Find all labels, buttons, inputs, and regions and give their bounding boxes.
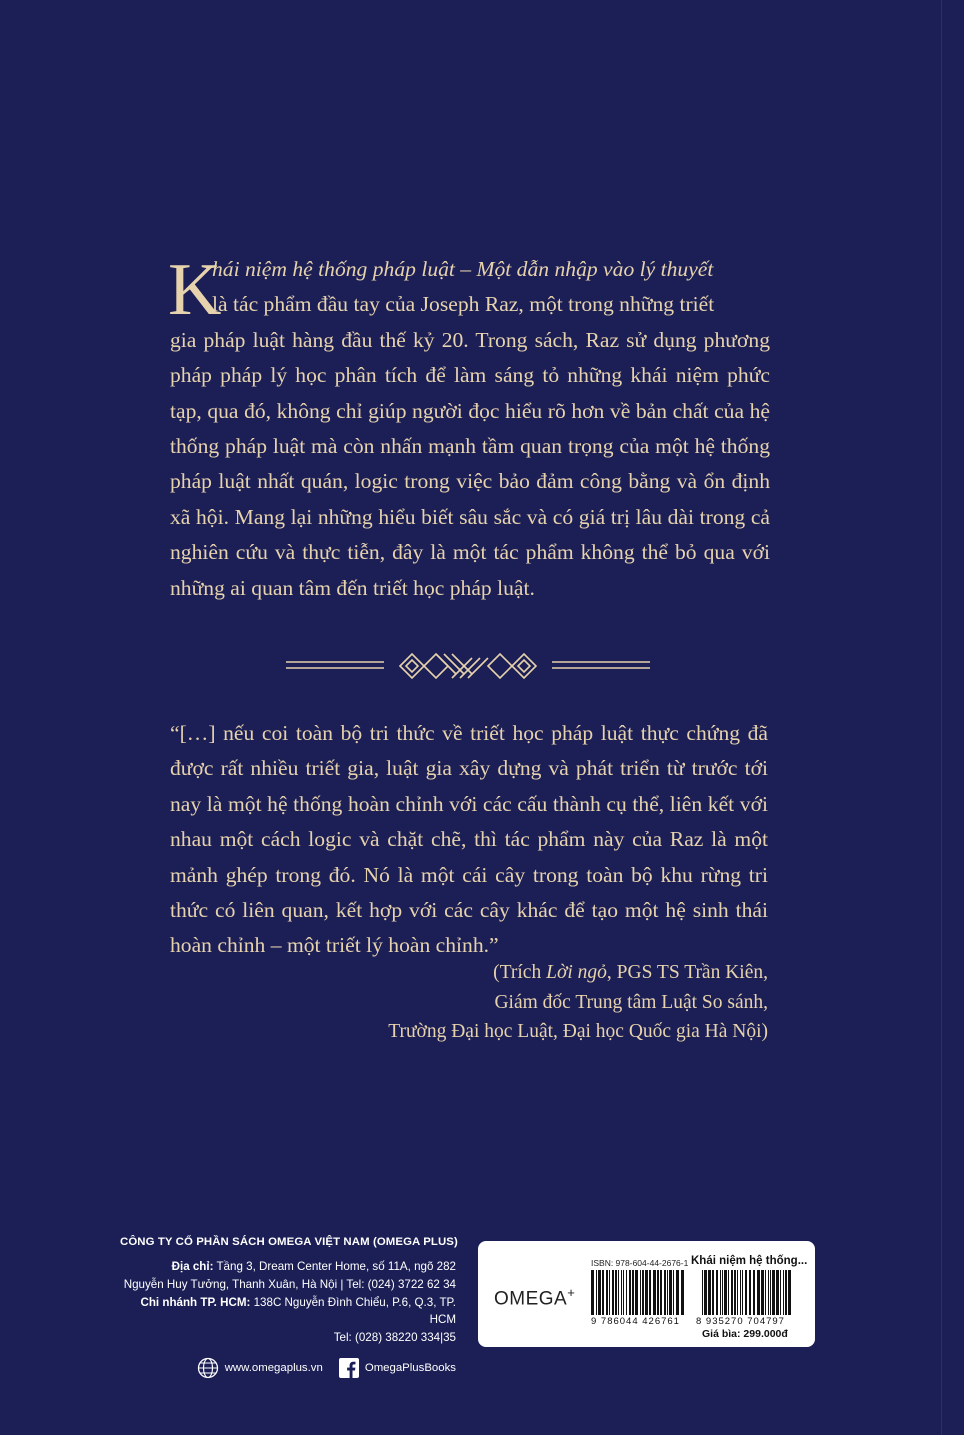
barcode-bar [745, 1270, 747, 1315]
barcode-bar [667, 1270, 668, 1315]
barcode-bar [722, 1270, 723, 1315]
isbn-barcode [591, 1270, 687, 1315]
barcode-bar [734, 1270, 736, 1315]
isbn-label: ISBN: 978-604-44-2676-1 [591, 1258, 689, 1268]
attribution-line-3: Trường Đại học Luật, Đại học Quốc gia Hà Nội) [388, 1021, 768, 1042]
ornament-divider [286, 645, 650, 687]
barcode-bar [749, 1270, 751, 1315]
barcode-bar [724, 1270, 727, 1315]
facebook-link[interactable]: OmegaPlusBooks [364, 1361, 456, 1374]
spine-edge-line [941, 0, 942, 1435]
barcode-bar [649, 1270, 651, 1315]
barcode-bar [645, 1270, 648, 1315]
attribution-line-1: (Trích Lời ngỏ, PGS TS Trần Kiên, [493, 962, 768, 983]
barcode-bar [740, 1270, 741, 1315]
barcode-bar [591, 1270, 594, 1315]
barcode-bar [596, 1270, 597, 1315]
publisher-info [120, 1236, 456, 1379]
barcode-bar [609, 1270, 610, 1315]
barcode-bar [635, 1270, 638, 1315]
barcode-bar [720, 1270, 721, 1315]
barcode-bar [626, 1270, 627, 1315]
attribution-line-2: Giám đốc Trung tâm Luật So sánh, [494, 991, 768, 1013]
barcode-bar [770, 1270, 771, 1315]
barcode-bar [728, 1270, 729, 1315]
barcode-bar [606, 1270, 608, 1315]
barcode-bar [664, 1270, 666, 1315]
barcode-bar [660, 1270, 662, 1315]
barcode-bar [761, 1270, 764, 1315]
publisher-address: Địa chỉ: Tầng 3, Dream Center Home, số 11A, ngõ 282 Nguyễn Huy Tưởng, Thanh Xuân, Hà Nội | Tel: (024) 3722 62 34 Chi nhánh TP. HCM: 138C Nguyễn Đình Chiểu, P.6, Q.3, TP. HCM Tel: (028) 38220 334|35 [123, 1260, 456, 1345]
publisher-social [120, 1357, 456, 1379]
barcode-bar [673, 1270, 674, 1315]
book-title-short: Khái niệm hệ thống... [691, 1255, 808, 1267]
barcode-bar [765, 1270, 766, 1315]
cover-price: Giá bìa: 299.000đ [702, 1328, 788, 1340]
isbn-digits: 9 786044 426761 [591, 1316, 680, 1327]
barcode-bar [598, 1270, 601, 1315]
blurb-body: gia pháp luật hàng đầu thế kỷ 20. Trong sách, Raz sử dụng phương pháp pháp lý học phân tích để làm sáng tỏ những khái niệm phức tạp, qua đó, không chỉ giúp người đọc hiểu rõ hơn về bản chất của hệ thống pháp luật mà còn nhấn mạnh tầm quan trọng của một hệ thống pháp luật nhất quán, logic trong việc bảo đảm công bằng và ổn định xã hội. Mang lại những hiểu biết sâu sắc và có giá trị lâu dài trong cả nghiên cứu và thực tiễn, đây là một tác phẩm không thể bỏ qua với những ai quan tâm đến triết học pháp luật. [170, 327, 770, 600]
barcode-bar [676, 1270, 679, 1315]
website-link[interactable]: www.omegaplus.vn [224, 1361, 323, 1374]
barcode-bar [612, 1270, 614, 1315]
barcode-bar [618, 1270, 619, 1315]
barcode-bar [753, 1270, 755, 1315]
barcode-bar [704, 1270, 707, 1315]
barcode-box [478, 1241, 815, 1347]
barcode-bar [716, 1270, 718, 1315]
barcode-bar [783, 1270, 784, 1315]
barcode-bar [768, 1270, 769, 1315]
barcode-bar [785, 1270, 787, 1315]
quote-text: “[…] nếu coi toàn bộ tri thức về triết học pháp luật thực chứng đã được rất nhiều triết gia, luật gia xây dựng và phát triển từ trước tới nay là một hệ thống hoàn chỉnh với các cấu thành cụ thể, liên kết với nhau một cách logic và chặt chẽ, thì tác phẩm này của Raz là một mảnh ghép trong đó. Nó là một cái cây trong toàn bộ khu rừng tri thức có liên quan, kết hợp với các cây khác để tạo một hệ sinh thái hoàn chỉnh – một triết lý hoàn chỉnh.” [170, 721, 768, 958]
barcode-bar [640, 1270, 641, 1315]
barcode-bar [623, 1270, 624, 1315]
barcode-bar [702, 1270, 703, 1315]
book-blurb [168, 249, 770, 606]
barcode-bar [757, 1270, 760, 1315]
barcode-bar [629, 1270, 631, 1315]
barcode-bar [708, 1270, 711, 1315]
barcode-bar [731, 1270, 733, 1315]
barcode-bar [712, 1270, 714, 1315]
barcode-bar [615, 1270, 617, 1315]
barcode-bar [780, 1270, 781, 1315]
barcode-bar [788, 1270, 791, 1315]
quote-attribution [300, 958, 768, 1047]
ean-digits: 8 935270 704797 [696, 1316, 785, 1327]
publisher-company: CÔNG TY CỔ PHẦN SÁCH OMEGA VIỆT NAM (OMEGA PLUS) [120, 1236, 458, 1248]
blurb-line-2: là tác phẩm đầu tay của Joseph Raz, một trong những triết [212, 292, 715, 317]
barcode-bar [772, 1270, 775, 1315]
barcode-bar [642, 1270, 644, 1315]
barcode-bar [681, 1270, 684, 1315]
blurb-title-italic: hái niệm hệ thống pháp luật – Một dẫn nhập vào lý thuyết [212, 257, 714, 281]
barcode-bar [621, 1270, 622, 1315]
globe-icon [197, 1357, 219, 1379]
omega-logo: OMEGA+ [494, 1285, 576, 1310]
barcode-bar [776, 1270, 779, 1315]
barcode-bar [669, 1270, 672, 1315]
barcode-bar [632, 1270, 634, 1315]
barcode-bar [737, 1270, 738, 1315]
drop-cap: K [168, 249, 222, 331]
barcode-bar [657, 1270, 659, 1315]
barcode-bar [653, 1270, 656, 1315]
ean-barcode [702, 1270, 794, 1315]
barcode-bar [742, 1270, 743, 1315]
facebook-icon [339, 1358, 359, 1378]
barcode-bar [602, 1270, 604, 1315]
